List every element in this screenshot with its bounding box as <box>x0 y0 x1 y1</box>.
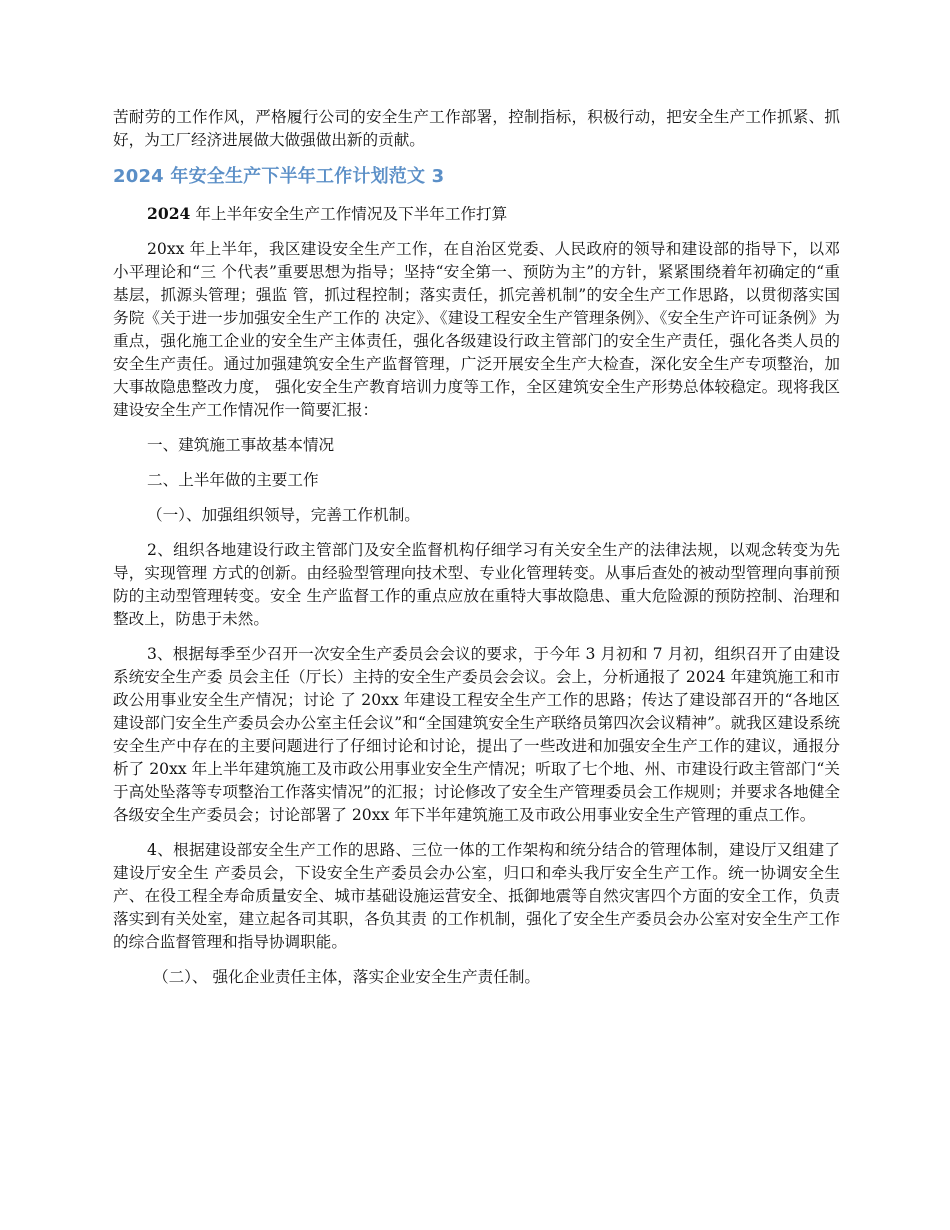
section-heading: 2024 年安全生产下半年工作计划范文 3 <box>113 166 445 187</box>
paragraph-point-4: 4、根据建设部安全生产工作的思路、三位一体的工作架构和统分结合的管理体制，建设厅又组建了建设厅安全生 产委员会，下设安全生产委员会办公室，归口和牵头我厅安全生产工作。统一协调安全生产、在役工程全寿命质量安全、城市基础设施运营安全、抵御地震等自然灾害四个方面的安全工作，负责落实到有关处室，建立起各司其职，各负其责 的工作机制，强化了安全生产委员会办公室对安全生产工作的综合监督管理和指导协调职能。 <box>113 841 840 951</box>
intro-paragraph: 苦耐劳的工作作风，严格履行公司的安全生产工作部署，控制指标，积极行动，把安全生产工作抓紧、抓好，为工厂经济进展做大做强做出新的贡献。 <box>113 108 840 149</box>
item-accident-overview: 一、建筑施工事故基本情况 <box>147 436 335 454</box>
subtitle <box>113 202 840 226</box>
document-page <box>113 106 840 1001</box>
paragraph-overview: 20xx 年上半年，我区建设安全生产工作，在自治区党委、人民政府的领导和建设部的指导下，以邓小平理论和“三 个代表”重要思想为指导；坚持“安全第一、预防为主”的方针，紧紧围绕着年初确定的“重基层，抓源头管理；强监 管，抓过程控制；落实责任，抓完善机制”的安全生产工作思路，以贯彻落实国务院《关于进一步加强安全生产工作的 决定》、《建设工程安全生产管理条例》、《安全生产许可证条例》为重点，强化施工企业的安全生产主体责任，强化各级建设行政主管部门的安全生产责任，强化各类人员的安全生产责任。通过加强建筑安全生产监督管理，广泛开展安全生产大检查，深化安全生产专项整治，加大事故隐患整改力度， 强化安全生产教育培训力度等工作，全区建筑安全生产形势总体较稳定。现将我区建设安全生产工作情况作一简要汇报： <box>113 240 840 419</box>
paragraph-point-3: 3、根据每季至少召开一次安全生产委员会会议的要求，于今年 3 月初和 7 月初，组织召开了由建设系统安全生产委 员会主任（厅长）主持的安全生产委员会会议。会上，分析通报了 2024 年建筑施工和市政公用事业安全生产情况；讨论 了 20xx 年建设工程安全生产工作的思路；传达了建设部召开的“各地区建设部门安全生产委员会办公室主任会议”和“全国建筑安全生产联络员第四次会议精神”。就我区建设系统安全生产中存在的主要问题进行了仔细讨论和讨论，提出了一些改进和加强安全生产工作的建议，通报分析了 20xx 年上半年建筑施工及市政公用事业安全生产情况；听取了七个地、州、市建设行政主管部门“关于高处坠落等专项整治工作落实情况”的汇报；讨论修改了安全生产管理委员会工作规则；并要求各地健全各级安全生产委员会；讨论部署了 20xx 年下半年建筑施工及市政公用事业安全生产管理的重点工作。 <box>113 645 840 824</box>
subtitle-text: 年上半年安全生产工作情况及下半年工作打算 <box>190 205 508 223</box>
paragraph-point-2: 2、组织各地建设行政主管部门及安全监督机构仔细学习有关安全生产的法律法规，以观念转变为先导，实现管理 方式的创新。由经验型管理向技术型、专业化管理转变。从事后查处的被动型管理向事前预防的主动型管理转变。安全 生产监督工作的重点应放在重特大事故隐患、重大危险源的预防控制、治理和整改上，防患于未然。 <box>113 541 840 628</box>
item-organization-leadership: （一）、加强组织领导，完善工作机制。 <box>147 506 420 524</box>
item-main-work: 二、上半年做的主要工作 <box>147 471 319 489</box>
item-enterprise-responsibility: （二）、 强化企业责任主体，落实企业安全生产责任制。 <box>153 968 541 986</box>
subtitle-year: 2024 <box>147 204 191 223</box>
